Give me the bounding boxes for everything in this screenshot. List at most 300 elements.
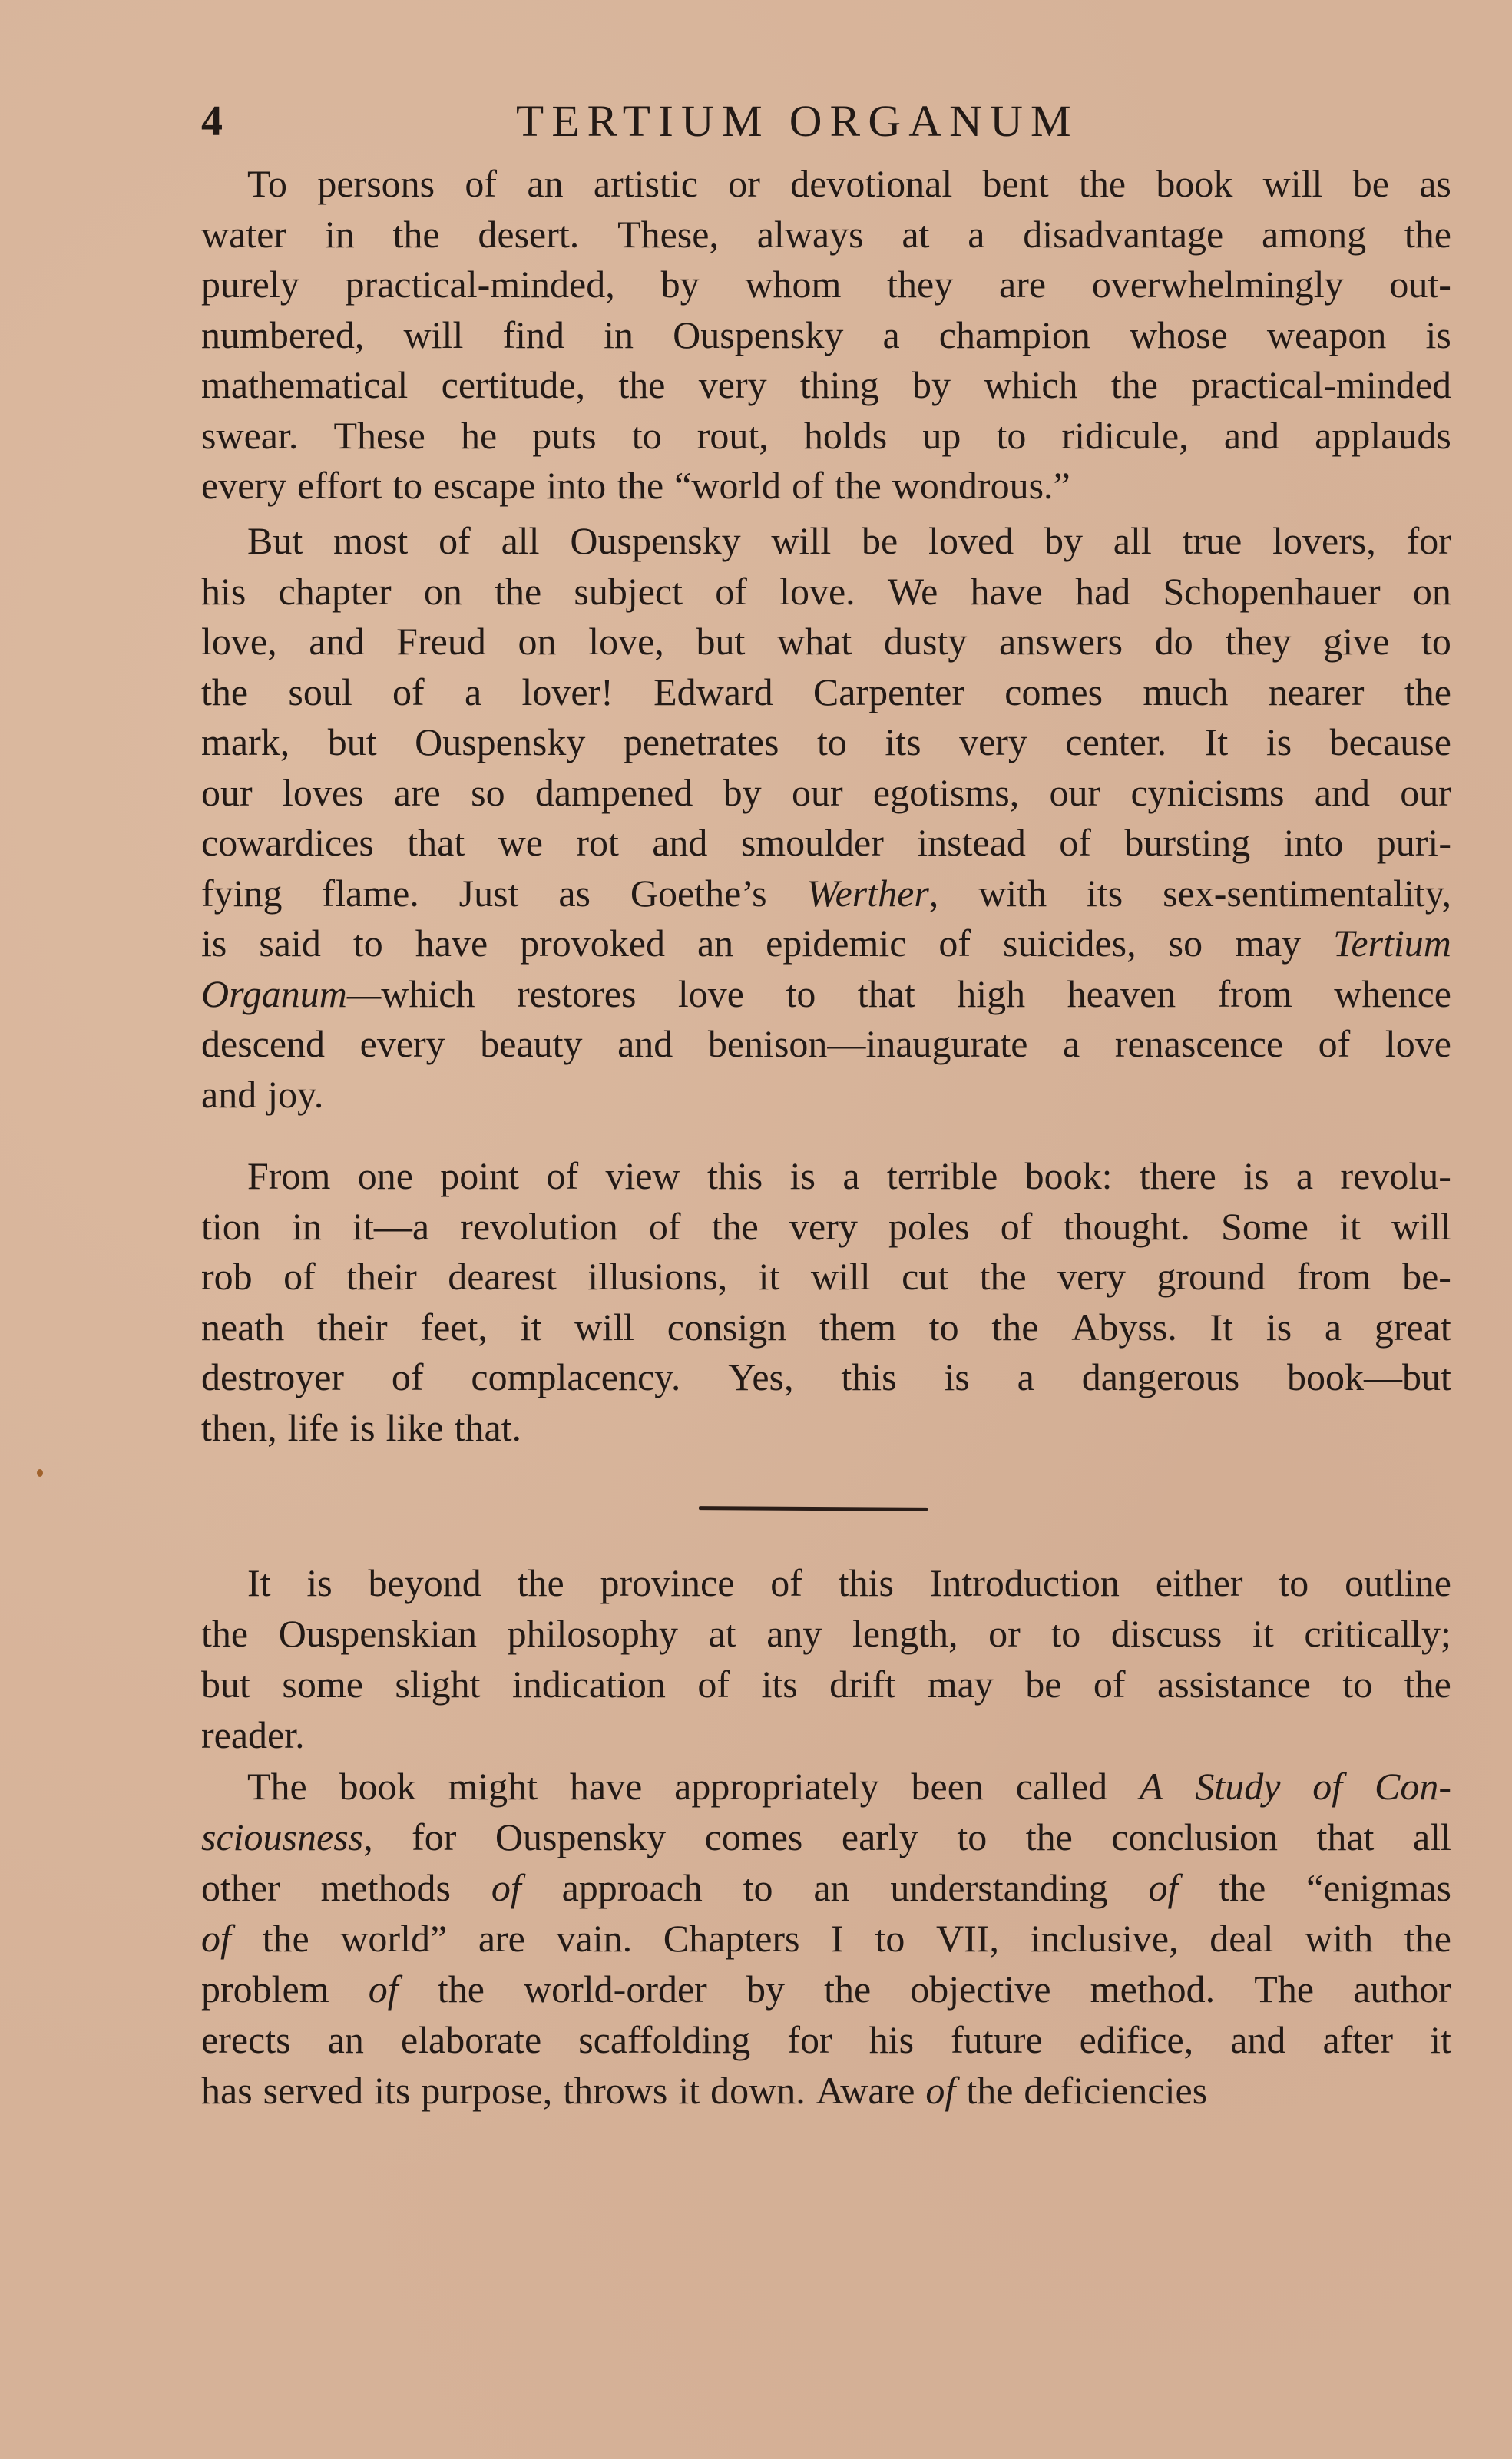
word: the bbox=[262, 1917, 309, 1960]
word: that. bbox=[454, 1405, 522, 1449]
word: of bbox=[368, 1968, 399, 2011]
word: of bbox=[1093, 1663, 1126, 1706]
word: the bbox=[517, 1561, 564, 1604]
word: to bbox=[352, 922, 383, 965]
word: it bbox=[678, 2069, 700, 2112]
word: benison—inaugurate bbox=[707, 1022, 1028, 1065]
word: great bbox=[1374, 1305, 1451, 1349]
word: weapon bbox=[1266, 313, 1387, 356]
section-divider-rule bbox=[699, 1506, 928, 1511]
word: Ouspensky bbox=[673, 313, 844, 356]
word: an bbox=[527, 162, 564, 205]
word: practical-minded, bbox=[345, 263, 615, 306]
word: them bbox=[819, 1305, 896, 1349]
word: revolution bbox=[460, 1204, 618, 1248]
word: and bbox=[309, 620, 365, 663]
word: But bbox=[247, 519, 303, 562]
word: champion bbox=[938, 313, 1090, 356]
word: give bbox=[1323, 620, 1390, 663]
word: wondrous.” bbox=[892, 464, 1070, 507]
text-line bbox=[201, 1813, 1451, 1861]
word: A bbox=[1139, 1765, 1163, 1808]
text-line bbox=[201, 1965, 1451, 2013]
word: sciousness, bbox=[201, 1815, 373, 1858]
word: so bbox=[471, 770, 505, 814]
word: served bbox=[263, 2069, 364, 2112]
word: feet, bbox=[420, 1305, 488, 1349]
word: view bbox=[605, 1154, 680, 1197]
word: by bbox=[746, 1968, 785, 2011]
word: of bbox=[1000, 1204, 1033, 1248]
word: up bbox=[922, 413, 961, 457]
word: neath bbox=[201, 1305, 285, 1349]
word: will bbox=[574, 1305, 634, 1349]
word: so bbox=[1168, 922, 1203, 965]
word: devotional bbox=[790, 162, 953, 205]
word: method. bbox=[1090, 1968, 1216, 2011]
word: love bbox=[677, 971, 744, 1015]
word: of bbox=[438, 519, 471, 562]
word: effort bbox=[297, 464, 382, 507]
word: what bbox=[777, 620, 852, 663]
word: slight bbox=[395, 1663, 481, 1706]
word: its bbox=[1086, 871, 1123, 915]
word: love, bbox=[201, 620, 277, 663]
word: terrible bbox=[886, 1154, 998, 1197]
word: be- bbox=[1402, 1255, 1451, 1298]
word: but bbox=[327, 720, 377, 763]
text-line bbox=[201, 617, 1451, 665]
word: illusions, bbox=[587, 1255, 728, 1298]
word: be bbox=[1352, 162, 1389, 205]
word: other bbox=[201, 1866, 280, 1909]
word: of bbox=[697, 1663, 730, 1706]
word: the bbox=[1078, 162, 1127, 205]
word: whose bbox=[1130, 313, 1228, 356]
word: and bbox=[1314, 770, 1370, 814]
word: vain. bbox=[556, 1917, 633, 1960]
word: whom bbox=[745, 263, 842, 306]
word: have bbox=[569, 1765, 643, 1808]
word: ground bbox=[1156, 1255, 1266, 1298]
running-title: TERTIUM ORGANUM bbox=[516, 96, 1079, 146]
word: fying bbox=[201, 871, 283, 915]
word: a bbox=[464, 670, 482, 713]
word: most bbox=[333, 519, 409, 562]
word: is bbox=[201, 922, 227, 965]
text-line bbox=[247, 1762, 1451, 1810]
text-line bbox=[201, 1660, 1451, 1708]
word: beauty bbox=[480, 1022, 583, 1065]
word: Schopenhauer bbox=[1163, 569, 1381, 613]
word: to bbox=[392, 464, 423, 507]
word: dangerous bbox=[1081, 1355, 1240, 1398]
word: after bbox=[1322, 2018, 1394, 2061]
word: is bbox=[1425, 313, 1451, 356]
word: that bbox=[407, 821, 465, 864]
word: life bbox=[287, 1405, 339, 1449]
text-line bbox=[201, 1711, 1451, 1759]
word: they bbox=[1225, 620, 1292, 663]
word: this bbox=[841, 1355, 897, 1398]
word: assistance bbox=[1157, 1663, 1311, 1706]
word: at bbox=[708, 1612, 736, 1655]
word: their bbox=[317, 1305, 388, 1349]
word: for bbox=[1406, 519, 1451, 562]
word: one bbox=[357, 1154, 413, 1197]
word: thing bbox=[799, 363, 879, 406]
text-line bbox=[247, 1152, 1451, 1200]
word: of bbox=[938, 922, 971, 965]
word: the bbox=[991, 1305, 1039, 1349]
word: this bbox=[838, 1561, 894, 1604]
word: Ouspensky bbox=[570, 519, 741, 562]
word: appropriately bbox=[674, 1765, 879, 1808]
word: VII, bbox=[936, 1917, 999, 1960]
word: of bbox=[391, 1355, 424, 1398]
word: into bbox=[1283, 821, 1344, 864]
word: the bbox=[966, 2069, 1014, 2112]
word: be bbox=[862, 519, 898, 562]
word: a bbox=[1295, 1154, 1314, 1197]
text-line bbox=[201, 869, 1451, 917]
word: suicides, bbox=[1003, 922, 1136, 965]
word: some bbox=[282, 1663, 363, 1706]
text-line bbox=[201, 2067, 1451, 2114]
word: Introduction bbox=[929, 1561, 1120, 1604]
word: revolu- bbox=[1340, 1154, 1451, 1197]
word: of bbox=[491, 1866, 521, 1909]
word: among bbox=[1262, 212, 1367, 256]
word: and bbox=[652, 821, 708, 864]
word: has bbox=[201, 2069, 253, 2112]
word: reader. bbox=[201, 1713, 305, 1756]
word: is bbox=[1243, 1154, 1269, 1197]
word: The bbox=[1254, 1968, 1315, 2011]
word: the bbox=[834, 464, 882, 507]
word: Aware bbox=[816, 2069, 915, 2112]
word: The bbox=[247, 1765, 307, 1808]
word: egotisms, bbox=[872, 770, 1020, 814]
word: of bbox=[1148, 1866, 1179, 1909]
word: purely bbox=[201, 263, 299, 306]
word: his bbox=[201, 569, 246, 613]
word: deal bbox=[1209, 1917, 1274, 1960]
word: deficiencies bbox=[1024, 2069, 1208, 2112]
word: I bbox=[831, 1917, 844, 1960]
word: holds bbox=[803, 413, 888, 457]
word: our bbox=[201, 770, 253, 814]
word: inclusive, bbox=[1030, 1917, 1179, 1960]
word: province bbox=[600, 1561, 735, 1604]
word: of bbox=[546, 1154, 579, 1197]
word: they bbox=[887, 263, 954, 306]
word: instead bbox=[917, 821, 1026, 864]
word: of bbox=[792, 464, 824, 507]
word: dampened bbox=[534, 770, 693, 814]
word: cynicisms bbox=[1130, 770, 1285, 814]
word: rout, bbox=[696, 413, 769, 457]
word: artistic bbox=[593, 162, 698, 205]
word: mathematical bbox=[201, 363, 409, 406]
word: subject bbox=[574, 569, 683, 613]
word: the bbox=[1219, 1866, 1266, 1909]
word: of bbox=[1318, 1022, 1351, 1065]
word: of bbox=[283, 1255, 316, 1298]
word: do bbox=[1154, 620, 1193, 663]
word: on bbox=[1412, 569, 1451, 613]
word: Chapters bbox=[663, 1917, 800, 1960]
word: joy. bbox=[267, 1072, 324, 1116]
word: a bbox=[1017, 1355, 1034, 1398]
text-line bbox=[247, 160, 1451, 207]
word: find bbox=[502, 313, 564, 356]
word: his bbox=[868, 2018, 915, 2061]
word: at bbox=[902, 212, 930, 256]
word: for bbox=[412, 1815, 457, 1858]
text-line bbox=[201, 1303, 1451, 1351]
word: to bbox=[957, 1815, 988, 1858]
word: will bbox=[403, 313, 464, 356]
text-line bbox=[201, 718, 1451, 766]
word: a bbox=[1063, 1022, 1080, 1065]
word: beyond bbox=[368, 1561, 481, 1604]
word: complacency. bbox=[471, 1355, 681, 1398]
word: It bbox=[247, 1561, 271, 1604]
word: Goethe’s bbox=[630, 871, 767, 915]
word: answers bbox=[999, 620, 1123, 663]
word: We bbox=[887, 569, 938, 613]
word: numbered, bbox=[201, 313, 365, 356]
word: comes bbox=[704, 1815, 803, 1858]
word: It bbox=[1209, 1305, 1234, 1349]
word: author bbox=[1353, 1968, 1451, 2011]
word: overwhelmingly bbox=[1091, 263, 1344, 306]
word: comes bbox=[1004, 670, 1103, 713]
word: book: bbox=[1024, 1154, 1113, 1197]
word: which bbox=[984, 363, 1078, 406]
text-line bbox=[247, 517, 1451, 564]
word: water bbox=[201, 212, 287, 256]
word: practical-minded bbox=[1191, 363, 1451, 406]
running-head bbox=[201, 98, 1451, 144]
word: much bbox=[1143, 670, 1229, 713]
word: Ouspenskian bbox=[278, 1612, 478, 1655]
word: will bbox=[771, 519, 832, 562]
word: is bbox=[789, 1154, 816, 1197]
word: the bbox=[1025, 1815, 1073, 1858]
word: because bbox=[1329, 720, 1451, 763]
word: Ouspensky bbox=[495, 1815, 667, 1858]
word: bent bbox=[982, 162, 1049, 205]
word: certitude, bbox=[441, 363, 586, 406]
word: is bbox=[1266, 720, 1292, 763]
word: in bbox=[291, 1204, 322, 1248]
word: conclusion bbox=[1111, 1815, 1278, 1858]
word: Freud bbox=[396, 620, 486, 663]
word: heaven bbox=[1067, 971, 1176, 1015]
word: had bbox=[1075, 569, 1131, 613]
word: and bbox=[1230, 2018, 1286, 2061]
text-line bbox=[201, 462, 1451, 509]
word: and bbox=[201, 1072, 257, 1116]
word: love. bbox=[779, 569, 855, 613]
word: then, bbox=[201, 1405, 277, 1449]
text-line bbox=[201, 1915, 1451, 1962]
word: dearest bbox=[448, 1255, 557, 1298]
word: of bbox=[392, 670, 425, 713]
word: rot bbox=[576, 821, 619, 864]
word: that bbox=[857, 971, 915, 1015]
word: and bbox=[1223, 413, 1280, 457]
word: a bbox=[882, 313, 900, 356]
word: philosophy bbox=[507, 1612, 678, 1655]
text-line bbox=[201, 1353, 1451, 1401]
word: the bbox=[1404, 1917, 1451, 1960]
word: or bbox=[988, 1612, 1021, 1655]
text-line bbox=[201, 769, 1451, 816]
word: to bbox=[996, 413, 1027, 457]
word: soul bbox=[288, 670, 352, 713]
word: a bbox=[968, 212, 985, 256]
word: Tertium bbox=[1333, 922, 1451, 965]
word: renascence bbox=[1114, 1022, 1284, 1065]
word: scaffolding bbox=[578, 2018, 751, 2061]
word: Abyss. bbox=[1071, 1305, 1177, 1349]
word: Study bbox=[1195, 1765, 1281, 1808]
word: problem bbox=[201, 1968, 329, 2011]
word: world” bbox=[340, 1917, 448, 1960]
word: it bbox=[520, 1305, 542, 1349]
word: it bbox=[1339, 1204, 1361, 1248]
word: might bbox=[448, 1765, 538, 1808]
word: of bbox=[715, 569, 747, 613]
word: From bbox=[247, 1154, 331, 1197]
word: of bbox=[1312, 1765, 1343, 1808]
word: the bbox=[495, 569, 542, 613]
word: out- bbox=[1389, 263, 1451, 306]
word: the bbox=[617, 464, 664, 507]
word: puri- bbox=[1376, 821, 1451, 864]
word: may bbox=[1235, 922, 1302, 965]
word: an bbox=[813, 1866, 850, 1909]
word: as bbox=[558, 871, 591, 915]
word: in bbox=[324, 212, 355, 256]
word: this bbox=[707, 1154, 763, 1197]
word: Edward bbox=[653, 670, 773, 713]
word: our bbox=[1400, 770, 1451, 814]
word: is bbox=[306, 1561, 333, 1604]
word: as bbox=[1419, 162, 1451, 205]
word: all bbox=[501, 519, 540, 562]
word: swear. bbox=[201, 413, 299, 457]
word: “enigmas bbox=[1306, 1866, 1451, 1909]
word: every bbox=[359, 1022, 445, 1065]
text-line bbox=[201, 210, 1451, 258]
word: book—but bbox=[1287, 1355, 1451, 1398]
word: in bbox=[604, 313, 634, 356]
word: of bbox=[770, 1561, 802, 1604]
word: to bbox=[875, 1917, 905, 1960]
word: always bbox=[756, 212, 864, 256]
word: is bbox=[349, 1405, 376, 1449]
word: and bbox=[617, 1022, 673, 1065]
word: the bbox=[711, 1204, 759, 1248]
word: restores bbox=[516, 971, 637, 1015]
word: the bbox=[201, 1612, 249, 1655]
text-line bbox=[201, 1610, 1451, 1657]
word: purpose, bbox=[421, 2069, 553, 2112]
text-line bbox=[201, 668, 1451, 716]
word: are bbox=[393, 770, 441, 814]
text-line bbox=[201, 568, 1451, 615]
word: rob bbox=[201, 1255, 253, 1298]
word: the bbox=[392, 212, 440, 256]
word: thought. bbox=[1063, 1204, 1190, 1248]
word: it bbox=[1430, 2018, 1451, 2061]
word: to bbox=[1279, 1561, 1309, 1604]
word: These bbox=[333, 413, 425, 457]
text-line bbox=[247, 1559, 1451, 1607]
word: to bbox=[928, 1305, 959, 1349]
word: their bbox=[346, 1255, 417, 1298]
word: point bbox=[440, 1154, 520, 1197]
word: of bbox=[201, 1917, 231, 1960]
word: the bbox=[618, 363, 666, 406]
word: disadvantage bbox=[1023, 212, 1224, 256]
word: chapter bbox=[278, 569, 392, 613]
word: “world bbox=[674, 464, 782, 507]
word: smoulder bbox=[740, 821, 884, 864]
word: the bbox=[824, 1968, 872, 2011]
word: to bbox=[786, 971, 816, 1015]
word: discuss bbox=[1110, 1612, 1223, 1655]
word: have bbox=[970, 569, 1043, 613]
word: Werther, bbox=[806, 871, 939, 915]
word: mark, bbox=[201, 720, 290, 763]
word: he bbox=[460, 413, 498, 457]
word: methods bbox=[320, 1866, 451, 1909]
word: the bbox=[979, 1255, 1027, 1298]
word: into bbox=[546, 464, 607, 507]
word: of bbox=[465, 162, 498, 205]
word: we bbox=[498, 821, 543, 864]
word: to bbox=[816, 720, 847, 763]
word: persons bbox=[317, 162, 435, 205]
word: loved bbox=[928, 519, 1014, 562]
word: drift bbox=[829, 1663, 896, 1706]
word: with bbox=[1305, 1917, 1374, 1960]
word: Yes, bbox=[728, 1355, 794, 1398]
word: the bbox=[1404, 670, 1451, 713]
word: the bbox=[1404, 212, 1451, 256]
word: the bbox=[201, 670, 249, 713]
word: approach bbox=[561, 1866, 703, 1909]
word: cowardices bbox=[201, 821, 374, 864]
word: lover! bbox=[521, 670, 614, 713]
word: whence bbox=[1334, 971, 1451, 1015]
word: very bbox=[789, 1204, 858, 1248]
word: is bbox=[1266, 1305, 1292, 1349]
word: lovers, bbox=[1272, 519, 1376, 562]
text-line bbox=[201, 2016, 1451, 2064]
word: descend bbox=[201, 1022, 326, 1065]
word: indication bbox=[511, 1663, 666, 1706]
word: of bbox=[1059, 821, 1091, 864]
word: a bbox=[1324, 1305, 1342, 1349]
word: destroyer bbox=[201, 1355, 345, 1398]
word: to bbox=[1421, 620, 1451, 663]
